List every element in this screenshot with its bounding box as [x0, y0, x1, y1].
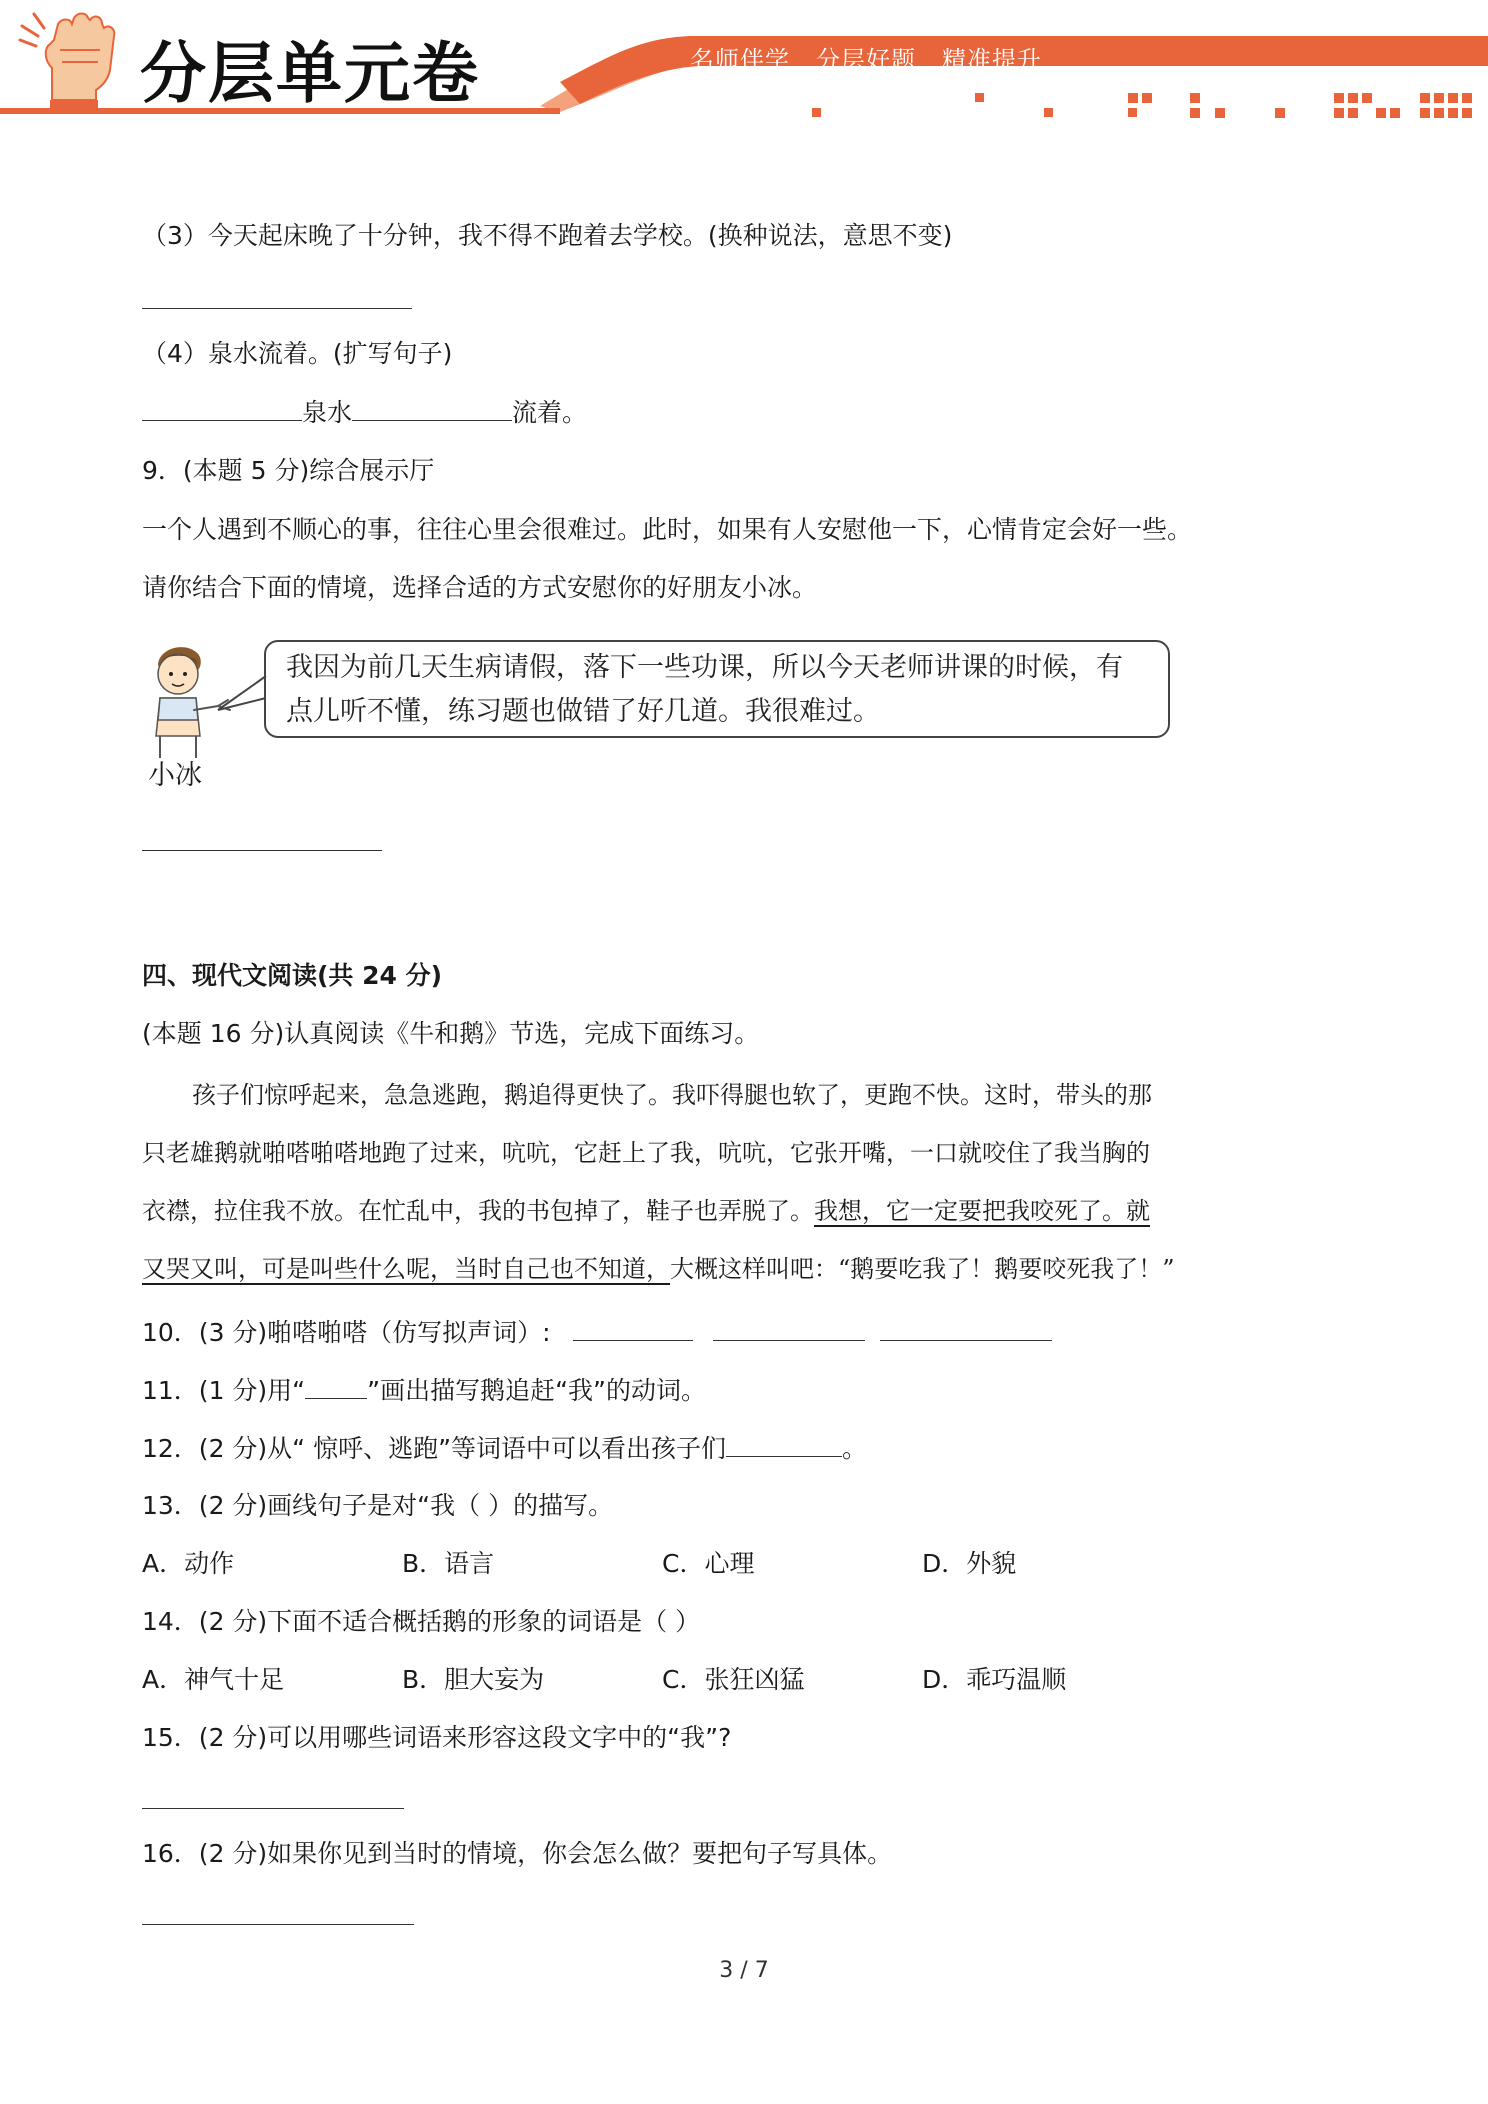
q10	[142, 1314, 1052, 1351]
page-header	[0, 0, 1488, 130]
section-title: 四、现代文阅读(共 24 分)	[142, 961, 443, 990]
answer-blank[interactable]	[726, 1430, 842, 1457]
q16: 16．(2 分)如果你见到当时的情境，你会怎么做？要把句子写具体。	[142, 1839, 893, 1868]
passage-line-4b: 大概这样叫吧：“鹅要吃我了！鹅要咬死我了！”	[670, 1255, 1175, 1283]
answer-blank[interactable]	[880, 1314, 1052, 1341]
q13-option-c[interactable]: C．心理	[662, 1549, 755, 1578]
q13: 13．(2 分)画线句子是对“我（ ）的描写。	[142, 1491, 614, 1520]
bubble-line-2: 点儿听不懂，练习题也做错了好几道。我很难过。	[286, 696, 880, 727]
q11	[142, 1372, 706, 1409]
q13-option-d[interactable]: D．外貌	[922, 1549, 1017, 1578]
q8-item4: （4）泉水流着。(扩写句子)	[142, 339, 453, 368]
q12	[142, 1430, 867, 1467]
underline-sample	[305, 1372, 367, 1399]
q8-item3: （3）今天起床晚了十分钟，我不得不跑着去学校。(换种说法，意思不变)	[142, 221, 953, 250]
page-number: 3 / 7	[719, 1958, 769, 1983]
answer-line[interactable]	[142, 308, 412, 309]
q10-text: 10．(3 分)啪嗒啪嗒（仿写拟声词）:	[142, 1318, 551, 1347]
underlined-sentence: 又哭又叫，可是叫些什么呢，当时自己也不知道，	[142, 1255, 670, 1283]
q14: 14．(2 分)下面不适合概括鹅的形象的词语是（ ）	[142, 1607, 701, 1636]
passage-line-2: 只老雄鹅就啪嗒啪嗒地跑了过来，吭吭，它赶上了我，吭吭，它张开嘴，一口就咬住了我当胸的	[142, 1139, 1150, 1167]
q9-para1: 一个人遇到不顺心的事，往往心里会很难过。此时，如果有人安慰他一下，心情肯定会好一些。	[142, 515, 1193, 544]
slogan-2: 分层好题	[816, 46, 916, 74]
q14-option-d[interactable]: D．乖巧温顺	[922, 1665, 1067, 1694]
slogan-3: 精准提升	[942, 46, 1042, 74]
q14-option-b[interactable]: B．胆大妄为	[402, 1665, 545, 1694]
passage	[142, 1124, 1242, 1182]
answer-blank[interactable]	[713, 1314, 865, 1341]
q14-option-a[interactable]: A．神气十足	[142, 1665, 285, 1694]
q8-item4-fill	[142, 394, 587, 431]
answer-line[interactable]	[142, 850, 382, 851]
fill-word-2: 流着。	[512, 398, 588, 427]
q11-text-pre: 11．(1 分)用“	[142, 1376, 306, 1405]
fill-word-1: 泉水	[302, 398, 353, 427]
q14-option-c[interactable]: C．张狂凶猛	[662, 1665, 805, 1694]
answer-line[interactable]	[142, 1808, 404, 1809]
speech-bubble	[264, 640, 1170, 738]
passage	[142, 1066, 1242, 1124]
passage-line-1: 孩子们惊呼起来，急急逃跑，鹅追得更快了。我吓得腿也软了，更跑不快。这时，带头的那	[192, 1081, 1152, 1109]
section-intro: (本题 16 分)认真阅读《牛和鹅》节选，完成下面练习。	[142, 1019, 760, 1048]
header-slogans	[690, 40, 1068, 75]
q9-para2: 请你结合下面的情境，选择合适的方式安慰你的好朋友小冰。	[142, 573, 818, 602]
answer-line[interactable]	[142, 1924, 414, 1925]
q12-text-pre: 12．(2 分)从“ 惊呼、逃跑”等词语中可以看出孩子们	[142, 1434, 727, 1463]
answer-blank[interactable]	[573, 1314, 693, 1341]
brand-title: 分层单元卷	[140, 35, 480, 112]
bubble-line-1: 我因为前几天生病请假，落下一些功课，所以今天老师讲课的时候，有	[286, 652, 1123, 683]
passage-line-3a: 衣襟，拉住我不放。在忙乱中，我的书包掉了，鞋子也弄脱了。	[142, 1197, 814, 1225]
q13-option-b[interactable]: B．语言	[402, 1549, 495, 1578]
q13-option-a[interactable]: A．动作	[142, 1549, 235, 1578]
q9-title: 9．(本题 5 分)综合展示厅	[142, 456, 435, 485]
passage	[142, 1182, 1242, 1240]
answer-blank[interactable]	[352, 394, 512, 421]
fist-logo-icon	[20, 14, 114, 113]
underlined-sentence: 我想，它一定要把我咬死了。就	[814, 1197, 1150, 1225]
answer-blank[interactable]	[142, 394, 302, 421]
q11-text-post: ”画出描写鹅追赶“我”的动词。	[367, 1376, 706, 1405]
passage	[142, 1240, 1242, 1298]
character-name: 小冰	[148, 760, 202, 791]
q15: 15．(2 分)可以用哪些词语来形容这段文字中的“我”?	[142, 1723, 732, 1752]
q12-text-post: 。	[842, 1434, 868, 1463]
slogan-1: 名师伴学	[690, 46, 790, 74]
